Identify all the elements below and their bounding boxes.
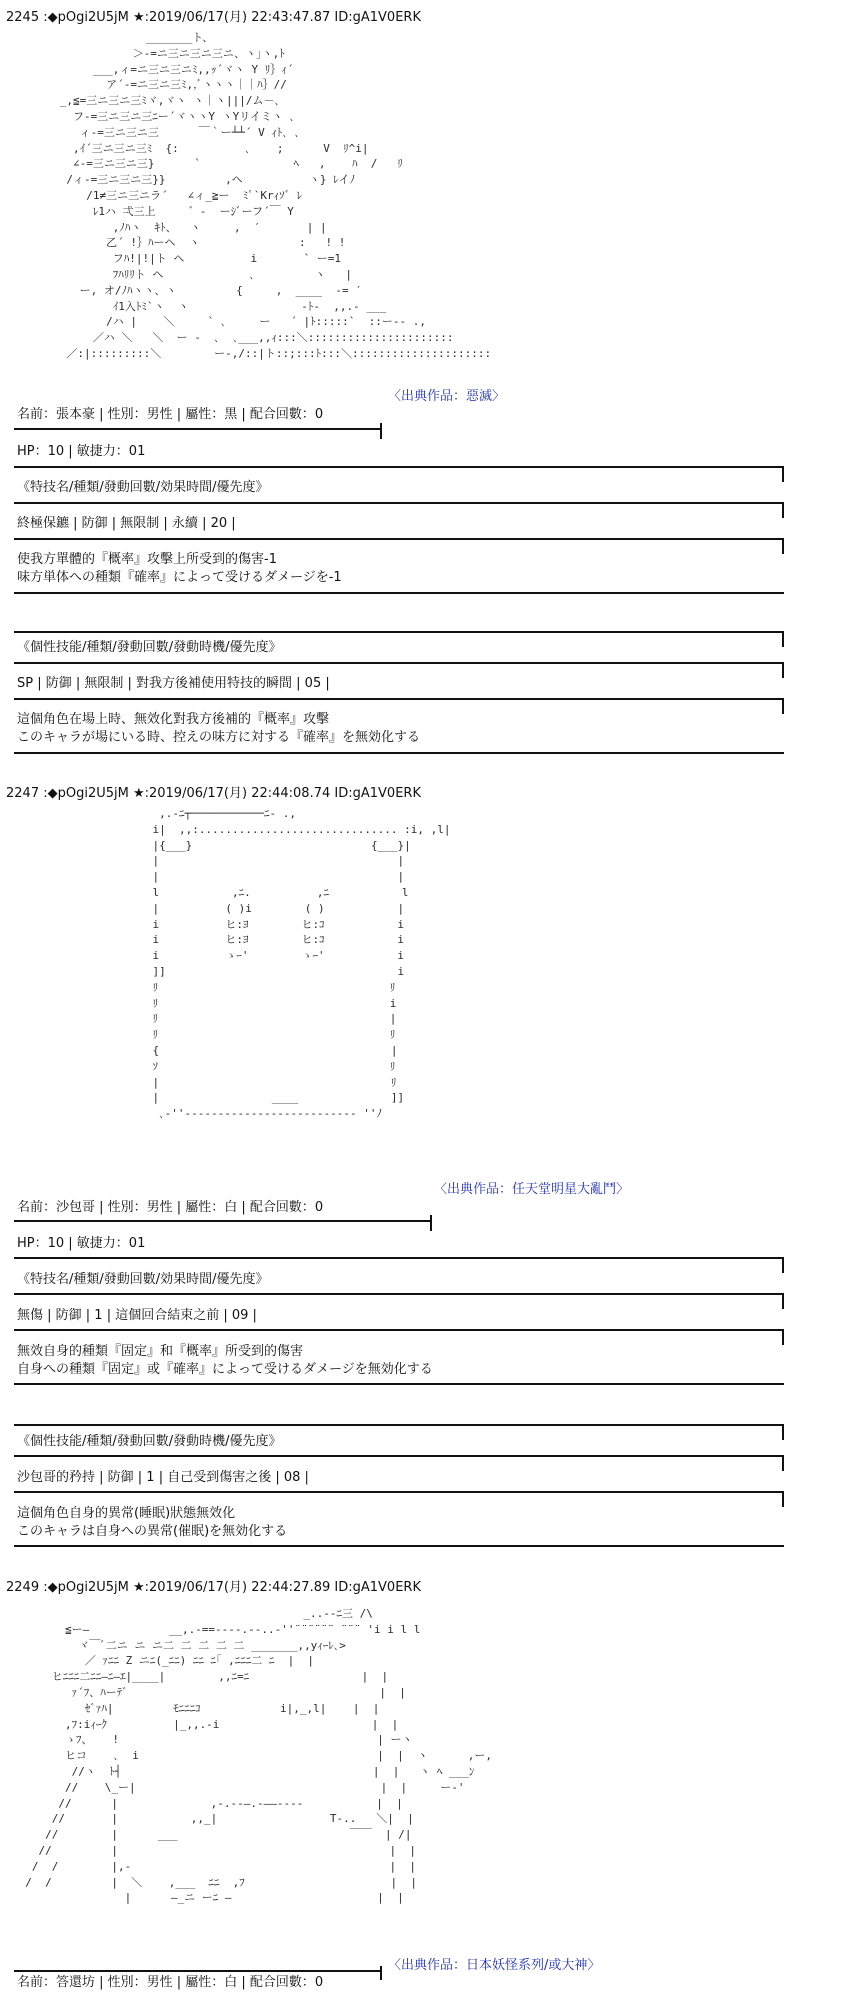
skill-desc-zh: 無效自身的種類『固定』和『概率』所受到的傷害 [17, 1344, 304, 1359]
hp-line: HP：10 | 敏捷力：01 [17, 444, 146, 459]
divider [14, 752, 784, 754]
personal-desc-ja: このキャラが場にいる時、控えの味方に対する『確率』を無効化する [17, 730, 421, 745]
divider [782, 1424, 784, 1440]
divider [14, 592, 784, 594]
divider [14, 1491, 784, 1493]
personal-line: 沙包哥的矜持 | 防御 | 1 | 自己受到傷害之後 | 08 | [17, 1470, 309, 1485]
divider [14, 631, 784, 633]
divider [14, 1545, 784, 1547]
hp-line: HP：10 | 敏捷力：01 [17, 1236, 146, 1251]
divider [782, 1491, 784, 1507]
personal-header: 《個性技能/種類/發動回數/發動時機/優先度》 [17, 1434, 282, 1449]
divider [14, 538, 784, 540]
skill-desc-ja: 味方単体への種類『確率』によって受けるダメージを-1 [17, 570, 342, 585]
ascii-art-portrait: _______ト、 ＞-=ニ三ニ三ニ三ニ、ヽ｣ヽ,ﾄ ___,ィ=ニ三ニ三ニﾐ,,ｯ´ヾヽ Y ﾘ｝ｨ´ ア´-=ニ三ニ三ﾐ,,ﾞヽヽヽ｜｜ﾊ｝// _,≦=三ニ三ニ三ﾐヾ,ヾヽ ヽ｜ヽ|||/ム－､ フ-=三ニ三ニ三ﾆー´ヾヽヽY ヽYリイミヽ ､ ィ-=三ニ三ニ三 ￣｀ー┴┴´ V ｨﾄ､ ､ ,ｲ´三ニ三ニ三ﾐ {: ､ ; V ﾘ^i| ∠-=三ニ三ニ三} ` ﾍ , ﾊ / ﾘ /ィ-=三ニ三ニ三}} ,ヘ ヽ} ﾚイﾉ /1≠三ニ三ニラ´ ∠ィ_≧ー ﾐﾟ`Krｨｿﾞ ﾚ ﾚ1ハ 弌三上 ゛- ーｼﾞーフ´￣ Y ,ﾉﾊヽ ｷﾄ、 ヽ , ′ | | 乙´ !｝ﾊーヘ ヽ : ! ! フﾊ!|!|ト ヘ i ` ー=1 ﾌﾊﾘﾘト ヘ ､ ヽ | ー, オ/ﾉﾊヽヽ、ヽ { , ____ -= ′ ｲ1入ﾄﾐ`ヽ ヽ -ﾄ- ,,.- ___ /ハ | ＼ ` ､ ー ´ |ﾄ:::::` ::ー-- ., ／ハ ＼ ＼ ー - ､ ､___,,ｨ:::＼:::::::::::::::::::::: ／:|:::::::::＼ ー-,/::|ト::;:::ﾄ:::＼::::::::::::::::::::: [59, 31, 492, 360]
personal-desc-ja: このキャラは自身への異常(催眠)を無効化する [17, 1524, 288, 1539]
divider [782, 631, 784, 647]
divider [14, 502, 784, 504]
divider [782, 698, 784, 714]
post-header: 2247 :◆pOgi2U5jM ★:2019/06/17(月) 22:44:08.74 ID:gA1V0ERK [6, 786, 421, 801]
personal-desc-zh: 這個角色在場上時、無效化對我方後補的『概率』攻擊 [17, 712, 330, 727]
post-header: 2245 :◆pOgi2U5jM ★:2019/06/17(月) 22:43:47.87 ID:gA1V0ERK [6, 10, 421, 25]
divider [14, 1220, 432, 1222]
ascii-art-sandbag: ,.-ﾆ┬───────────ﾆ- ., i| ,,:.............................. :i, ,l| |{___} {___}| | | | | l ,ﾆ. ,ﾆ l | ( )i ( ) | i ヒ:ﾖ ヒ:ｺ i i ヒ:ﾖ ヒ:ｺ i i ゝｰ' ゝｰ' i ]] i ﾘ ﾘ ﾘ i ﾘ | ﾘ ﾘ { | ｿ ﾘ | ﾘ | ____ ]] ､-''-------------------------- ''ﾉ [152, 807, 451, 1121]
post-header: 2249 :◆pOgi2U5jM ★:2019/06/17(月) 22:44:27.89 ID:gA1V0ERK [6, 1580, 421, 1595]
divider [430, 1215, 432, 1231]
skill-header: 《特技名/種類/發動回數/効果時間/優先度》 [17, 1272, 269, 1287]
ascii-art-yokai: _..--ﾆ三 /\ ≦ー― __,.-==----.--..-''¨¨¨¨¨¨ ¨¨¨ 'i i l l ヾ￣ﾞ二ニ ニ ニ二 二 二 二 二 _______,,yｨｰﾚ､> ／ ｧﾆﾆ Z ニﾆ(_ﾆﾆ) ﾆﾆ ﾆ｢ ,ﾆﾆﾆ二 ﾆ | | ヒﾆﾆﾆ二ﾆﾆ―ﾆ―ｴ|____| ,,ﾆ=ﾆ | | ｧ´ﾌ、ﾊーﾃﾞ | | ｾﾞｧﾊ| ﾓﾆﾆﾆｺ i|,_,l| | | ,ﾌ:iｨｰｸ |_,,.-i | | ゝﾌ、 ! | ーヽ ヒコ ､ i | | ヽ ,ー, //ヽ ﾄ┤ | | ヽ ﾍ ___ﾝ // \_ー| | | ー-' // | ,-.-‐―.-――---- | | // | ,,_| T-.. ＼| | // | ___ ￣￣ | /| // | | | / / |,- | | / / | ＼ ,___ ﾆﾆ ,ﾌ | | | ―_ニ ーﾆ ― | | [25, 1607, 492, 1905]
divider [14, 1293, 784, 1295]
divider [782, 662, 784, 678]
source-label: 〈出典作品：惡滅〉 [388, 389, 506, 404]
divider [14, 698, 784, 700]
name-line: 名前：答還坊 | 性別：男性 | 屬性：白 | 配合回數：0 [17, 1975, 324, 1990]
divider [14, 662, 784, 664]
skill-desc-zh: 使我方單體的『概率』攻擊上所受到的傷害-1 [17, 552, 277, 567]
divider [14, 1455, 784, 1457]
divider [14, 1383, 784, 1385]
divider [782, 466, 784, 482]
divider [380, 1966, 382, 1980]
divider [14, 1970, 382, 1972]
divider [14, 1329, 784, 1331]
personal-desc-zh: 這個角色自身的異常(睡眠)狀態無效化 [17, 1506, 236, 1521]
source-label: 〈出典作品：日本妖怪系列/或大神〉 [388, 1958, 601, 1973]
personal-line: SP | 防御 | 無限制 | 對我方後補使用特技的瞬間 | 05 | [17, 676, 330, 691]
personal-header: 《個性技能/種類/發動回數/發動時機/優先度》 [17, 640, 282, 655]
divider [782, 1455, 784, 1471]
divider [782, 1329, 784, 1345]
skill-desc-ja: 自身への種類『固定』或『確率』によって受けるダメージを無効化する [17, 1362, 433, 1377]
source-label: 〈出典作品：任天堂明星大亂鬥〉 [434, 1182, 630, 1197]
name-line: 名前：沙包哥 | 性別：男性 | 屬性：白 | 配合回數：0 [17, 1200, 324, 1215]
divider [782, 1257, 784, 1273]
divider [14, 1424, 784, 1426]
divider [14, 1257, 784, 1259]
divider [14, 466, 784, 468]
divider [782, 1293, 784, 1309]
skill-line: 無傷 | 防御 | 1 | 這個回合結束之前 | 09 | [17, 1308, 257, 1323]
skill-header: 《特技名/種類/發動回數/効果時間/優先度》 [17, 480, 269, 495]
divider [380, 423, 382, 439]
skill-line: 終極保鑣 | 防御 | 無限制 | 永續 | 20 | [17, 516, 236, 531]
name-line: 名前：張本豪 | 性別：男性 | 屬性：黒 | 配合回數：0 [17, 407, 324, 422]
divider [14, 428, 382, 430]
divider [782, 538, 784, 554]
divider [782, 502, 784, 518]
